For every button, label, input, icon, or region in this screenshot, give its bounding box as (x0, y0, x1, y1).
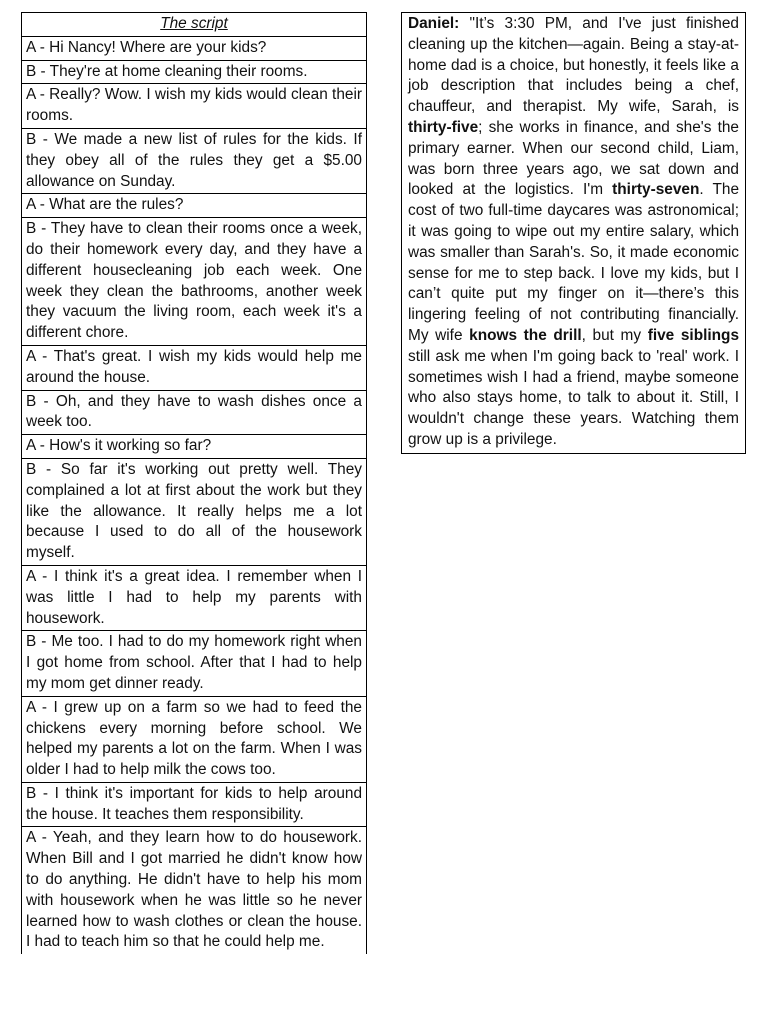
script-line: B - They have to clean their rooms once a week, do their homework every day, and they have a different housecleaning job each week. One week they clean the bathrooms, another week they vacuum the living room, each week it's a different chore. (22, 218, 367, 346)
monologue-text: ; she works in finance, and she's the primary earner. When our second child, Liam, was born three years ago, we sat down and looked at the logistics. I'm (408, 118, 739, 199)
script-line: A - Really? Wow. I wish my kids would clean their rooms. (22, 84, 367, 129)
script-line: A - Hi Nancy! Where are your kids? (22, 36, 367, 60)
monologue-highlight: knows the drill (469, 326, 582, 344)
script-line-row (22, 827, 367, 954)
monologue-text: , but my (581, 326, 648, 344)
script-line: B - So far it's working out pretty well. They complained a lot at first about the work but they like the allowance. It really helps me a lot because I used to do all of the housework myself. (22, 458, 367, 565)
script-line: B - Oh, and they have to wash dishes once a week too. (22, 390, 367, 435)
script-line: B - They're at home cleaning their rooms. (22, 60, 367, 84)
monologue-highlight: five siblings (647, 326, 740, 344)
script-line-row (22, 696, 367, 782)
script-title-row (22, 13, 367, 37)
script-line-row (22, 36, 367, 60)
script-line: A - I think it's a great idea. I remember when I was little I had to help my parents with housework. (22, 565, 367, 630)
script-table (21, 12, 367, 954)
script-line: A - What are the rules? (22, 194, 367, 218)
script-line: A - How's it working so far? (22, 435, 367, 459)
monologue-text: . The cost of two full-time daycares was astronomical; it was going to wipe out my entire salary, which was smaller than Sarah's. So, it made economic sense for me to step back. I love my kids, but I can’t quite put my finger on it—there’s this lingering feeling of not contributing financially. My wife (408, 181, 740, 344)
script-line-row (22, 458, 367, 565)
monologue-highlight: thirty-five (408, 118, 479, 136)
script-line-row (22, 84, 367, 129)
monologue-box (401, 12, 746, 454)
script-line-row (22, 60, 367, 84)
script-line-row (22, 390, 367, 435)
monologue-speaker: Daniel: (408, 15, 460, 32)
script-line-row (22, 565, 367, 630)
script-body (22, 13, 367, 955)
script-line: A - That's great. I wish my kids would help me around the house. (22, 345, 367, 390)
script-line: A - Yeah, and they learn how to do housework. When Bill and I got married he didn't know how to do anything. He didn't have to help his mom with housework when he was little so he never learned how to wash clothes or clean the house. I had to teach him so that he could help me. (22, 827, 367, 954)
script-line-row (22, 435, 367, 459)
script-line-row (22, 128, 367, 193)
script-line-row (22, 631, 367, 696)
script-line: B - We made a new list of rules for the kids. If they obey all of the rules they get a $5.00 allowance on Sunday. (22, 128, 367, 193)
monologue-text: "It’s 3:30 PM, and I've just finished cleaning up the kitchen—again. Being a stay-at-home dad is a choice, but honestly, it feels like a job description that includes being a chef, chauffeur, and therapist. My wife, Sarah, is (408, 15, 739, 116)
script-line-row (22, 194, 367, 218)
script-line-row (22, 782, 367, 827)
script-title: The script (22, 13, 367, 37)
script-line: B - I think it's important for kids to help around the house. It teaches them responsibility. (22, 782, 367, 827)
monologue-highlight: thirty-seven (612, 181, 700, 199)
script-line: B - Me too. I had to do my homework right when I got home from school. After that I had to help my mom get dinner ready. (22, 631, 367, 696)
monologue-text: still ask me when I'm going back to 'real' work. I sometimes wish I had a friend, maybe someone who also stays home, to talk to about it. Still, I wouldn't change these years. Watching them grow up is a privilege. (408, 347, 739, 448)
script-line: A - I grew up on a farm so we had to feed the chickens every morning before school. We helped my parents a lot on the farm. When I was older I had to help milk the cows too. (22, 696, 367, 782)
script-line-row (22, 218, 367, 346)
script-line-row (22, 345, 367, 390)
